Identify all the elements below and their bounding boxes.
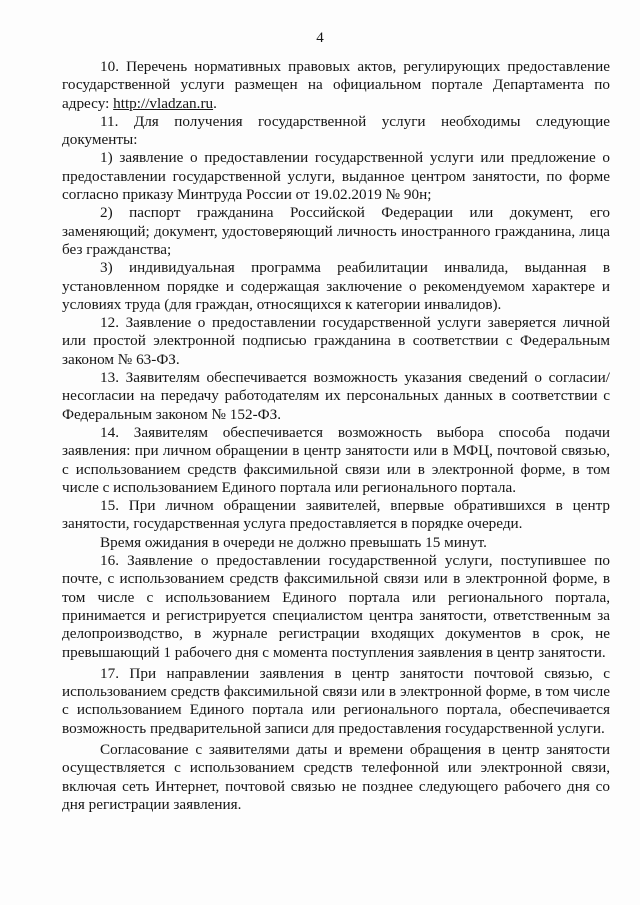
paragraph-14: 14. Заявителям обеспечивается возможность выбора способа подачи заявления: при личном обращении в центр занятости или в МФЦ, почтовой связью, с использованием средств факсимильной связи или в электронной форме, в том числе с использованием Единого портала или регионального портала. <box>62 423 610 496</box>
paragraph-10 <box>62 58 610 113</box>
paragraph-16: 16. Заявление о предоставлении государственной услуги, поступившее по почте, с использованием средств факсимильной связи или в электронной форме, в том числе с использованием Единого портала или регионального портала, принимается и регистрируется специалистом центра занятости, ответственным за делопроизводство, в журнале регистрации входящих документов в срок, не превышающий 1 рабочего дня с момента поступления заявления в центр занятости. <box>62 552 610 661</box>
paragraph-17: 17. При направлении заявления в центр занятости почтовой связью, с использованием средств факсимильной связи или в электронной форме, в том числе с использованием Единого портала или регионального портала, обеспечивается возможность предварительной записи для предоставления государственной услуги. <box>62 664 610 737</box>
list-item-1: 1) заявление о предоставлении государственной услуги или предложение о предоставлении государственной услуги, выданное центром занятости, по форме согласно приказу Минтруда России от 19.02.2019 № 90н; <box>62 149 610 204</box>
list-item-2: 2) паспорт гражданина Российской Федерации или документ, его заменяющий; документ, удостоверяющий личность иностранного гражданина, лица без гражданства; <box>62 204 610 258</box>
paragraph-15-waiting: Время ожидания в очереди не должно превышать 15 минут. <box>100 533 487 551</box>
document-body <box>62 58 610 814</box>
page-number: 4 <box>316 30 324 46</box>
paragraph-15: 15. При личном обращении заявителей, впервые обратившихся в центр занятости, государственная услуга предоставляется в порядке очереди. <box>62 497 610 533</box>
paragraph-text: 10. Перечень нормативных правовых актов, регулирующих предоставление государственной услуги размещен на официальном портале Департамента по адресу: <box>62 58 610 112</box>
paragraph-17-coordination: Согласование с заявителями даты и времени обращения в центр занятости осуществляется с использованием средств телефонной или электронной связи, включая сеть Интернет, почтовой связью не позднее следующего рабочего дня со дня регистрации заявления. <box>62 740 610 813</box>
paragraph-11: 11. Для получения государственной услуги необходимы следующие документы: <box>62 112 610 149</box>
paragraph-text: . <box>213 94 217 112</box>
paragraph-12: 12. Заявление о предоставлении государственной услуги заверяется личной или простой электронной подписью гражданина в соответствии с Федеральным законом № 63-ФЗ. <box>62 314 610 368</box>
list-item-3: 3) индивидуальная программа реабилитации инвалида, выданная в установленном порядке и содержащая заключение о рекомендуемом характере и условиях труда (для граждан, относящихся к категории инвалидов). <box>62 259 610 313</box>
paragraph-13: 13. Заявителям обеспечивается возможность указания сведений о согласии/несогласии на передачу работодателям их персональных данных в соответствии с Федеральным законом № 152-ФЗ. <box>62 369 610 423</box>
portal-link[interactable]: http://vladzan.ru <box>113 94 214 112</box>
